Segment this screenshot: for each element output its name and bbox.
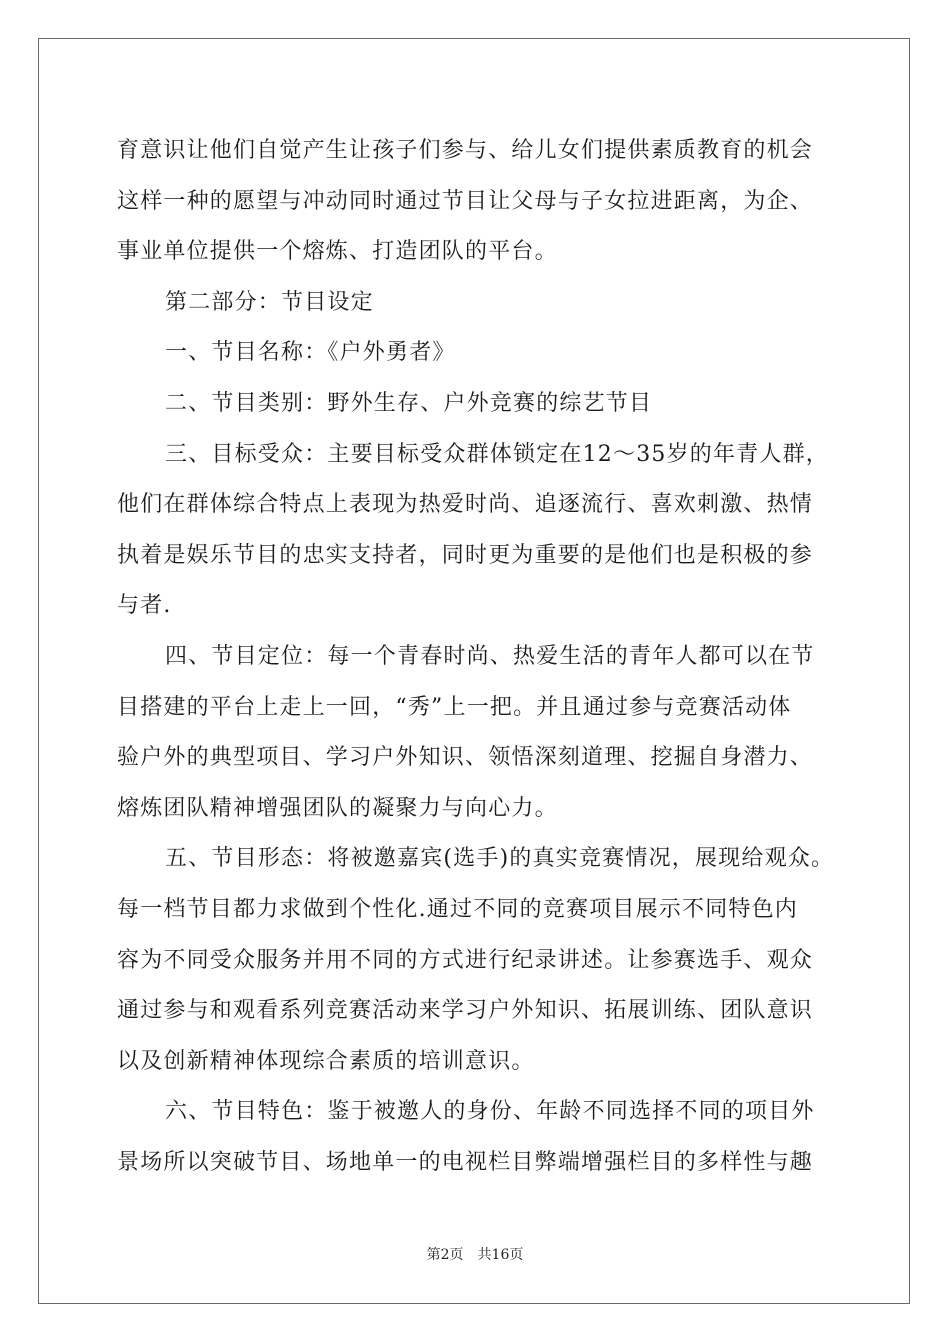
page-number-footer: 第2页 共16页 — [426, 1247, 524, 1263]
text-line: 容为不同受众服务并用不同的方式进行纪录讲述。让参赛选手、观众 — [117, 947, 814, 973]
text-line: 一、节目名称：《户外勇者》 — [165, 340, 456, 366]
section-heading: 第二部分：节目设定 — [165, 289, 374, 315]
text-line: 验户外的典型项目、学习户外知识、领悟深刻道理、挖掘自身潜力、 — [117, 745, 814, 771]
text-line: 二、节目类别：野外生存、户外竞赛的综艺节目 — [165, 390, 653, 416]
text-line: 目搭建的平台上走上一回，“秀”上一把。并且通过参与竞赛活动体 — [117, 694, 792, 720]
text-line: 以及创新精神体现综合素质的培训意识。 — [117, 1048, 535, 1074]
text-line: 育意识让他们自觉产生让孩子们参与、给儿女们提供素质教育的机会 — [117, 138, 814, 163]
text-line: 四、节目定位：每一个青春时尚、热爱生活的青年人都可以在节 — [165, 643, 815, 669]
text-line: 每一档节目都力求做到个性化.通过不同的竞赛项目展示不同特色内 — [117, 896, 798, 922]
text-line: 五、节目形态：将被邀嘉宾(选手)的真实竞赛情况，展现给观众。 — [165, 846, 835, 872]
text-line: 通过参与和观看系列竞赛活动来学习户外知识、拓展训练、团队意识 — [117, 998, 814, 1024]
text-line: 六、节目特色：鉴于被邀人的身份、年龄不同选择不同的项目外 — [165, 1099, 815, 1125]
text-line: 他们在群体综合特点上表现为热爱时尚、追逐流行、喜欢刺激、热情 — [117, 492, 814, 518]
text-line: 这样一种的愿望与冲动同时通过节目让父母与子女拉进距离，为企、 — [117, 188, 814, 214]
text-line: 景场所以突破节目、场地单一的电视栏目弊端增强栏目的多样性与趣 — [117, 1149, 814, 1175]
text-line: 事业单位提供一个熔炼、打造团队的平台。 — [117, 239, 558, 265]
text-line: 熔炼团队精神增强团队的凝聚力与向心力。 — [117, 795, 558, 821]
document-body — [117, 132, 837, 1194]
text-line: 执着是娱乐节目的忠实支持者，同时更为重要的是他们也是积极的参 — [117, 542, 814, 568]
text-line: 与者. — [117, 593, 172, 619]
text-line: 三、目标受众：主要目标受众群体锁定在12～35岁的年青人群， — [165, 441, 829, 467]
